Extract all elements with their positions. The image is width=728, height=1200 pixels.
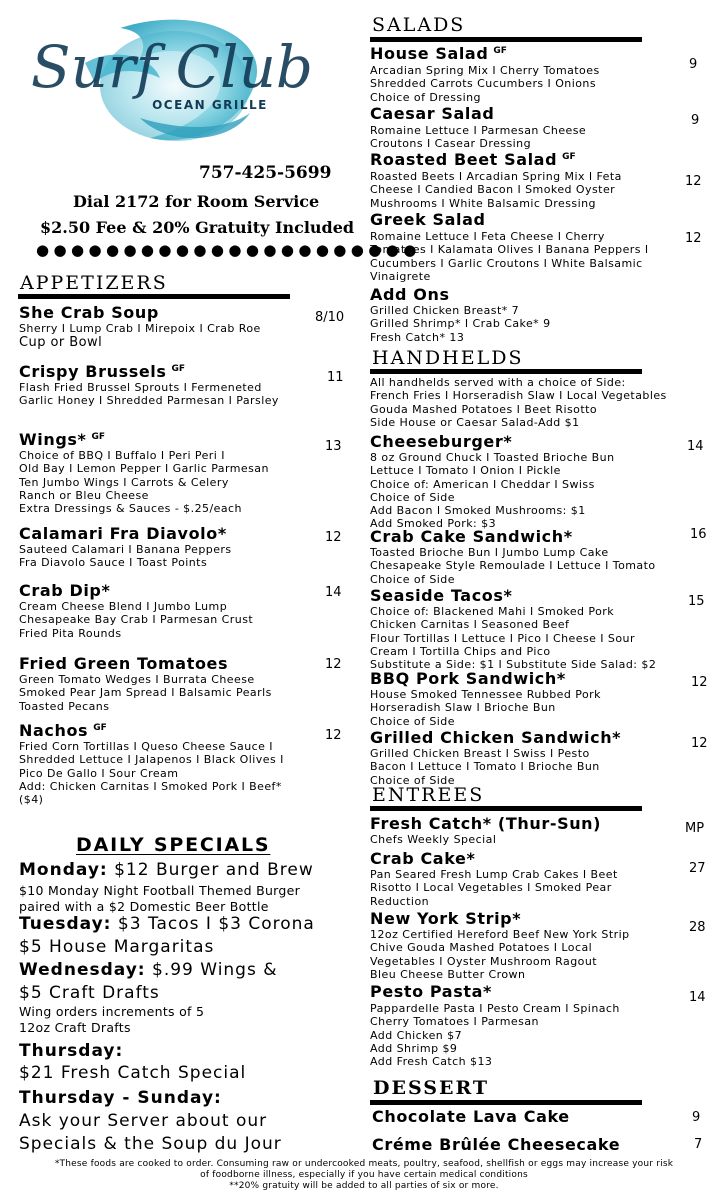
item-name: Crab Cake* — [370, 849, 476, 868]
special-detail: Specials & the Soup du Jour — [19, 1134, 282, 1154]
item-desc: Pan Seared Fresh Lump Crab Cakes I Beet Risotto I Local Vegetables I Smoked Pear Reduction — [370, 868, 618, 908]
special-detail: Wing orders increments of 5 — [19, 1004, 205, 1019]
salads-rule — [370, 37, 642, 42]
item-price: 14 — [325, 585, 342, 600]
daily-specials-title: DAILY SPECIALS — [76, 834, 271, 856]
item-desc: Roasted Beets I Arcadian Spring Mix I Feta Cheese I Candied Bacon I Smoked Oyster Mushrooms I White Balsamic Dressing — [370, 170, 622, 210]
item-price: MP — [685, 821, 705, 836]
handhelds-title: HANDHELDS — [372, 347, 524, 369]
phone-number: 757-425-5699 — [199, 163, 332, 183]
logo-graphic — [0, 8, 345, 158]
appetizers-title: APPETIZERS — [20, 272, 168, 294]
gf-badge: GF — [171, 363, 186, 374]
item-name: BBQ Pork Sandwich* — [370, 669, 566, 688]
special-thursday: Thursday: — [19, 1041, 124, 1061]
handhelds-intro: All handhelds served with a choice of Side: French Fries I Horseradish Slaw I Local Vegetables Gouda Mashed Potatoes I Beet Risotto Side House or Caesar Salad-Add $1 — [370, 376, 667, 429]
item-desc: Green Tomato Wedges I Burrata Cheese Smoked Pear Jam Spread I Balsamic Pearls Toasted Pecans — [19, 673, 272, 713]
item-desc: Grilled Chicken Breast I Swiss I Pesto Bacon I Lettuce I Tomato I Brioche Bun Choice of Side — [370, 747, 600, 787]
fee-info: $2.50 Fee & 20% Gratuity Included — [40, 218, 355, 237]
item-price: 12 — [325, 657, 342, 672]
footer-line: **20% gratuity will be added to all parties of six or more. — [229, 1181, 499, 1191]
item-price: 15 — [688, 594, 705, 609]
item-desc: Fried Corn Tortillas I Queso Cheese Sauce I Shredded Lettuce I Jalapenos I Black Olives I Pico De Gallo I Sour Cream Add: Chicken Carnitas I Smoked Pork I Beef* ($4) — [19, 740, 284, 807]
gf-badge: GF — [493, 45, 507, 56]
item-price: 11 — [327, 370, 344, 385]
item-price: 8/10 — [315, 310, 345, 325]
item-name: Pesto Pasta* — [370, 982, 492, 1001]
item-desc: 8 oz Ground Chuck I Toasted Brioche Bun Lettuce I Tomato I Onion I Pickle Choice of: American I Cheddar I Swiss Choice of Side Add Bacon I Smoked Mushrooms: $1 Add Smoked Pork: $3 — [370, 451, 615, 531]
item-price: 14 — [687, 439, 704, 454]
logo — [0, 8, 345, 158]
item-name: Calamari Fra Diavolo* — [19, 524, 227, 543]
footer-line: of foodborne illness, especially if you have certain medical conditions — [200, 1170, 528, 1180]
item-desc: Romaine Lettuce I Feta Cheese I Cherry Tomatoes I Kalamata Olives I Banana Peppers I Cucumbers I Garlic Croutons I White Balsamic Vinaigrete — [370, 230, 649, 283]
item-desc: Chefs Weekly Special — [370, 833, 497, 846]
item-desc: Grilled Chicken Breast* 7 Grilled Shrimp* I Crab Cake* 9 Fresh Catch* 13 — [370, 304, 551, 344]
item-name: Crab Dip* — [19, 581, 111, 600]
item-name: New York Strip* — [370, 909, 522, 928]
item-name: House Salad $^{GF}$ — [370, 44, 507, 63]
svg-text:Surf Club: Surf Club — [30, 33, 314, 101]
item-price: 28 — [689, 920, 706, 935]
item-price: 12 — [691, 675, 708, 690]
item-price: 9 — [689, 57, 698, 72]
item-desc: Choice of BBQ I Buffalo I Peri Peri I Old Bay I Lemon Pepper I Garlic Parmesan Ten Jumbo Wings I Carrots & Celery Ranch or Bleu Cheese Extra Dressings & Sauces - $.25/each — [19, 449, 269, 516]
item-desc: Sherry I Lump Crab I Mirepoix I Crab Roe — [19, 322, 261, 335]
entrees-rule — [370, 806, 642, 811]
item-price: 13 — [325, 439, 342, 454]
item-name: Roasted Beet Salad $^{GF}$ — [370, 150, 576, 169]
gf-badge: GF — [91, 431, 106, 442]
item-price: 9 — [692, 1110, 701, 1125]
dessert-rule — [370, 1100, 642, 1105]
item-price: 12 — [685, 174, 702, 189]
item-name: Chocolate Lava Cake — [372, 1107, 570, 1126]
item-desc: Sauteed Calamari I Banana Peppers Fra Diavolo Sauce I Toast Points — [19, 543, 232, 570]
item-desc: Romaine Lettuce I Parmesan Cheese Croutons I Casear Dressing — [370, 124, 587, 151]
special-detail: paired with a $2 Domestic Beer Bottle — [19, 899, 269, 914]
item-desc: Toasted Brioche Bun I Jumbo Lump Cake Chesapeake Style Remoulade I Lettuce I Tomato Choice of Side — [370, 546, 656, 586]
handhelds-rule — [370, 369, 642, 374]
special-detail: $21 Fresh Catch Special — [19, 1063, 247, 1083]
item-desc: 12oz Certified Hereford Beef New York Strip Chive Gouda Mashed Potatoes I Local Vegetables I Oyster Mushroom Ragout Bleu Cheese Butter Crown — [370, 928, 630, 981]
footer-disclaimer — [0, 1159, 728, 1192]
item-name: Fresh Catch* (Thur-Sun) — [370, 814, 602, 833]
gf-badge: GF — [562, 151, 576, 162]
dot-divider: ●●●●●●●●●●●●●●●●●●●●●● — [36, 241, 421, 259]
special-detail: $5 Craft Drafts — [19, 983, 160, 1003]
special-monday: Monday: $12 Burger and Brew — [19, 860, 314, 880]
item-price: 12 — [325, 530, 342, 545]
item-desc: House Smoked Tennessee Rubbed Pork Horseradish Slaw I Brioche Bun Choice of Side — [370, 688, 601, 728]
item-desc: Choice of: Blackened Mahi I Smoked Pork Chicken Carnitas I Seasoned Beef Flour Tortillas I Lettuce I Pico I Cheese I Sour Cream I Tortilla Chips and Pico Substitute a Side: $1 I Substitute Side Salad: $2 — [370, 605, 657, 672]
item-name: Crispy Brussels $^{GF}$ — [19, 362, 186, 381]
item-price: 12 — [685, 231, 702, 246]
special-detail: $5 House Margaritas — [19, 937, 215, 957]
item-desc: Cup or Bowl — [19, 335, 103, 350]
item-desc: Pappardelle Pasta I Pesto Cream I Spinach Cherry Tomatoes I Parmesan Add Chicken $7 Add Shrimp $9 Add Fresh Catch $13 — [370, 1002, 620, 1069]
salads-title: SALADS — [372, 14, 466, 36]
item-name: Grilled Chicken Sandwich* — [370, 728, 622, 747]
footer-line: *These foods are cooked to order. Consuming raw or undercooked meats, poultry, seafood, shellfish or eggs may increase your risk — [54, 1159, 674, 1169]
item-name: Seaside Tacos* — [370, 586, 513, 605]
item-name: Nachos $^{GF}$ — [19, 721, 107, 740]
item-name: Wings* $^{GF}$ — [19, 430, 106, 449]
dessert-title: DESSERT — [373, 1077, 490, 1099]
special-detail: Ask your Server about our — [19, 1111, 268, 1131]
entrees-title: ENTREES — [372, 784, 485, 806]
item-name: Caesar Salad — [370, 104, 495, 123]
item-desc: Arcadian Spring Mix I Cherry Tomatoes Shredded Carrots Cucumbers I Onions Choice of Dressing — [370, 64, 600, 104]
special-detail: 12oz Craft Drafts — [19, 1020, 131, 1035]
item-name: Créme Brûlée Cheesecake — [372, 1135, 621, 1154]
special-tuesday: Tuesday: $3 Tacos I $3 Corona — [19, 914, 315, 934]
item-price: 9 — [691, 113, 700, 128]
item-price: 14 — [689, 990, 706, 1005]
item-price: 27 — [689, 861, 706, 876]
item-name: She Crab Soup — [19, 303, 159, 322]
item-name: Fried Green Tomatoes — [19, 654, 229, 673]
item-price: 7 — [694, 1137, 703, 1152]
item-name: Cheeseburger* — [370, 432, 513, 451]
item-desc: Flash Fried Brussel Sprouts I Fermeneted Garlic Honey I Shredded Parmesan I Parsley — [19, 381, 279, 408]
svg-text:OCEAN GRILLE: OCEAN GRILLE — [152, 98, 268, 112]
item-desc: Cream Cheese Blend I Jumbo Lump Chesapeake Bay Crab I Parmesan Crust Fried Pita Rounds — [19, 600, 254, 640]
special-wednesday: Wednesday: $.99 Wings & — [19, 960, 278, 980]
special-thursday-sunday: Thursday - Sunday: — [19, 1088, 222, 1108]
item-price: 16 — [690, 527, 707, 542]
item-price: 12 — [325, 728, 342, 743]
gf-badge: GF — [93, 722, 107, 733]
room-service-info: Dial 2172 for Room Service — [73, 192, 320, 211]
special-detail: $10 Monday Night Football Themed Burger — [19, 883, 301, 898]
appetizers-rule — [18, 294, 290, 299]
item-price: 12 — [691, 736, 708, 751]
item-name: Add Ons — [370, 285, 450, 304]
item-name: Crab Cake Sandwich* — [370, 527, 573, 546]
item-name: Greek Salad — [370, 210, 486, 229]
